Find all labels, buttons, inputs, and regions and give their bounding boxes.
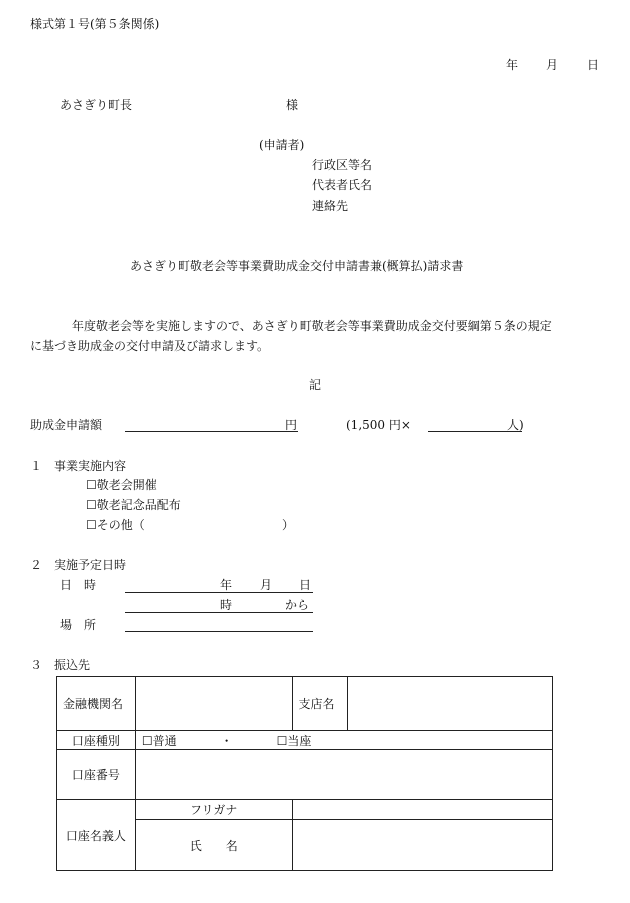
event-from-label: から (285, 598, 310, 612)
account-holder-label: 口座名義人 (57, 800, 136, 871)
option-commemorative-gift[interactable]: ☐ 敬老記念品配布 (86, 497, 181, 513)
ki-heading: 記 (309, 378, 322, 392)
account-number-label: 口座番号 (57, 750, 136, 800)
type-separator: ・ (220, 733, 233, 748)
furigana-label: フリガナ (135, 800, 292, 820)
addressee-honorific: 様 (286, 98, 299, 112)
amount-yen-unit: 円 (285, 418, 298, 432)
holder-name-label: 氏 名 (135, 820, 292, 871)
option-other[interactable]: ☐ その他（ (86, 517, 145, 533)
datetime-label: 日 時 (60, 578, 97, 592)
checkbox-icon[interactable] (86, 498, 97, 512)
account-type-options (135, 731, 552, 750)
applicant-heading: (申請者) (259, 138, 305, 152)
amount-formula: (1,500 円× (346, 418, 411, 432)
account-number-input[interactable] (135, 750, 552, 800)
bank-name-label: 金融機関名 (57, 677, 136, 731)
applicant-contact-label: 連絡先 (312, 199, 349, 213)
option-keirou-event[interactable]: ☐ 敬老会開催 (86, 477, 157, 493)
event-day-label: 日 (299, 578, 312, 592)
account-type-current[interactable]: ☐ 当座 (277, 734, 312, 748)
section1-heading: １ 事業実施内容 (30, 459, 127, 473)
section3-heading: ３ 振込先 (30, 658, 91, 672)
event-year-label: 年 (220, 578, 233, 592)
applicant-representative-label: 代表者氏名 (312, 178, 373, 192)
branch-name-input[interactable] (348, 677, 553, 731)
option-other-close: ） (282, 518, 295, 532)
date-month-label: 月 (546, 58, 559, 72)
document-title: あさぎり町敬老会等事業費助成金交付申請書兼(概算払)請求書 (130, 259, 464, 273)
body-line-1: 年度敬老会等を実施しますので、あさぎり町敬老会等事業費助成金交付要綱第５条の規定 (72, 319, 552, 333)
checkbox-icon[interactable] (86, 518, 97, 532)
date-year-label: 年 (506, 58, 519, 72)
bank-account-table (56, 676, 553, 871)
date-day-label: 日 (587, 58, 600, 72)
checkbox-icon[interactable] (142, 734, 153, 748)
account-type-regular[interactable]: ☐ 普通 (142, 734, 177, 748)
holder-name-input[interactable] (292, 820, 552, 871)
amount-input-line[interactable] (125, 431, 298, 432)
furigana-input[interactable] (292, 800, 552, 820)
branch-name-label: 支店名 (292, 677, 348, 731)
event-hour-label: 時 (220, 598, 233, 612)
date-input-line[interactable] (125, 592, 313, 593)
event-month-label: 月 (260, 578, 273, 592)
amount-label: 助成金申請額 (30, 418, 103, 432)
section2-heading: ２ 実施予定日時 (30, 558, 127, 572)
place-input-line[interactable] (125, 631, 313, 632)
account-type-label: 口座種別 (57, 731, 136, 750)
body-line-2: に基づき助成金の交付申請及び請求します。 (30, 339, 270, 353)
addressee-name: あさぎり町長 (60, 98, 133, 112)
form-number: 様式第１号(第５条関係) (30, 17, 160, 31)
persons-unit: 人) (507, 418, 524, 432)
applicant-district-label: 行政区等名 (312, 158, 373, 172)
place-label: 場 所 (60, 618, 97, 632)
checkbox-icon[interactable] (277, 734, 288, 748)
checkbox-icon[interactable] (86, 478, 97, 492)
bank-name-input[interactable] (135, 677, 292, 731)
